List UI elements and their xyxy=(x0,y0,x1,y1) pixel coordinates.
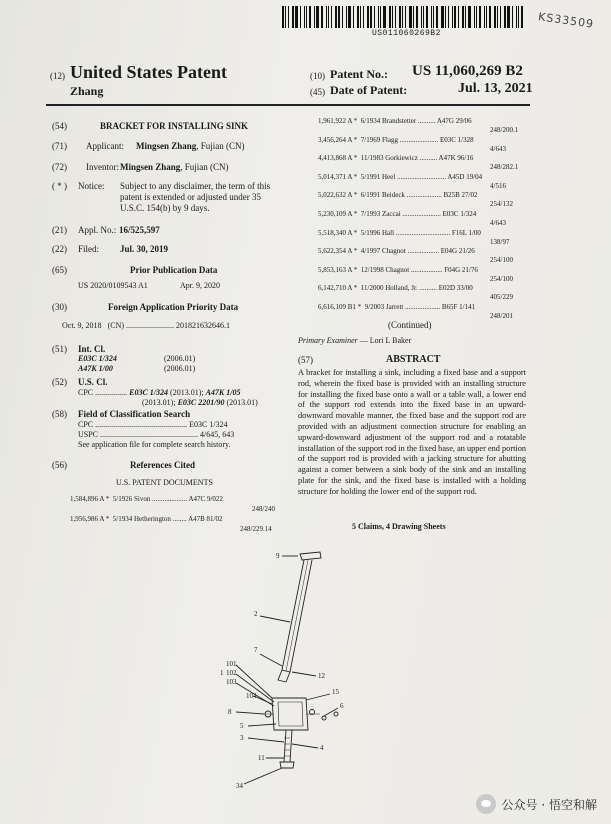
drawing-top-head xyxy=(300,552,321,560)
ref-row: 5,518,340 A * 5/1996 Hall ............................... F16L 1/00 xyxy=(318,228,481,237)
drawing-label: 6 xyxy=(340,702,344,710)
int-cl-2: A47K 1/00 xyxy=(78,364,113,373)
invention-title: BRACKET FOR INSTALLING SINK xyxy=(100,121,248,131)
barcode-bar xyxy=(479,6,481,28)
barcode-bar xyxy=(306,6,307,28)
barcode-bar xyxy=(405,6,406,28)
abstract-text: A bracket for installing a sink, including a fixed base and a support rod, wherein the fixed base is provided with an installing structure for installing the fixed base onto a wall or a table wall, a lower end of the support rod extends into the fixed base in an upward-downward movable manner, the fixed base and the support rod are provided with an adjustment connection structure for enabling an upward-downward adjustment of the support rod and a rotatable installation of the support rod in the fixed base, an upper end portion of the support rod is provided with a jacking structure for abutting against a corner between a sink body of the sink and an installing plate for the sink, and the fixed base is installed with a holding structure for holding the lower end of the support rod. xyxy=(298,368,526,496)
barcode-bar xyxy=(433,6,434,28)
appl-number: 16/525,597 xyxy=(119,225,160,235)
applicant-label: Applicant: xyxy=(86,141,124,151)
barcode-bar xyxy=(292,6,294,28)
barcode xyxy=(282,6,530,28)
barcode-bar xyxy=(494,6,496,28)
code-58: (58) xyxy=(52,409,67,419)
drawing-label: 103 xyxy=(226,678,237,686)
patent-drawing xyxy=(220,548,380,798)
barcode-bar xyxy=(304,6,305,28)
barcode-bar xyxy=(452,6,453,28)
patent-no-label: Patent No.: xyxy=(330,67,388,81)
date-label: Date of Patent: xyxy=(330,83,408,97)
barcode-bar xyxy=(395,6,396,28)
ref-row-cls2: 248/240 xyxy=(252,505,275,513)
claims-summary: 5 Claims, 4 Drawing Sheets xyxy=(352,522,446,531)
watermark-text: 公众号 · 悟空和解 xyxy=(501,797,597,812)
code-52: (52) xyxy=(52,377,67,387)
barcode-bar xyxy=(282,6,284,28)
code-10: (10) xyxy=(310,71,325,81)
us-cl-cpc: CPC ................ E03C 1/324 (2013.01); A47K 1/05 xyxy=(78,388,241,397)
barcode-bar xyxy=(399,6,401,28)
field-cpc: CPC .............................................. E03C 1/324 xyxy=(78,420,228,429)
continued-label: (Continued) xyxy=(388,320,432,330)
barcode-bar xyxy=(504,6,506,28)
inventor-label: Inventor: xyxy=(86,162,119,172)
primary-examiner: Primary Examiner — Lori L Baker xyxy=(298,336,412,345)
barcode-bar xyxy=(484,6,485,28)
code-71: (71) xyxy=(52,141,67,151)
barcode-bar xyxy=(516,6,517,28)
drawing-label: 9 xyxy=(276,552,280,560)
notice-line-2: patent is extended or adjusted under 35 xyxy=(120,192,261,202)
barcode-bar xyxy=(378,6,379,28)
barcode-bar xyxy=(288,6,289,28)
barcode-bar xyxy=(416,6,418,28)
notice-line-1: Subject to any disclaimer, the term of this xyxy=(120,181,271,191)
code-57: (57) xyxy=(298,355,313,365)
ref-row: 1,584,896 A * 5/1926 Sivon .................... A47C 9/022 xyxy=(70,495,223,503)
code-21: (21) xyxy=(52,225,67,235)
barcode-bar xyxy=(521,6,523,28)
drawing-label: 7 xyxy=(254,646,258,654)
ref-row-cls2: 254/100 xyxy=(490,274,513,283)
barcode-bar xyxy=(512,6,513,28)
drawing-label: 8 xyxy=(228,708,232,716)
barcode-bar xyxy=(348,6,351,28)
ref-row-cls2: 248/229.14 xyxy=(240,525,272,533)
barcode-bar xyxy=(402,6,403,28)
barcode-bar xyxy=(441,6,444,28)
barcode-bar xyxy=(321,6,323,28)
ref-row: 5,230,109 A * 7/1993 Zaccai ...................... E03C 1/324 xyxy=(318,210,477,218)
drawing-lower-rod xyxy=(284,730,292,762)
int-cl-title: Int. Cl. xyxy=(78,344,106,354)
barcode-bar xyxy=(335,6,337,28)
barcode-bar xyxy=(383,6,386,28)
filed-date: Jul. 30, 2019 xyxy=(120,244,169,254)
drawing-label: 11 xyxy=(258,754,265,762)
barcode-bar xyxy=(380,6,381,28)
barcode-bar xyxy=(518,6,519,28)
code-56: (56) xyxy=(52,460,67,470)
barcode-bar xyxy=(346,6,347,28)
barcode-bar xyxy=(507,6,510,28)
barcode-bar xyxy=(454,6,456,28)
field-uspc: USPC ................................................. 4/645, 643 xyxy=(78,430,235,439)
barcode-bar xyxy=(413,6,414,28)
refs-cited-title: References Cited xyxy=(130,460,196,470)
barcode-bar xyxy=(295,6,298,28)
barcode-bar xyxy=(300,6,301,28)
code-65: (65) xyxy=(52,265,67,275)
notice-line-3: U.S.C. 154(b) by 9 days. xyxy=(120,203,210,213)
barcode-bar xyxy=(426,6,428,28)
ref-row: 5,014,371 A * 5/1991 Heel ............................ A45D 19/04 xyxy=(318,172,483,181)
doc-type-title: United States Patent xyxy=(70,62,227,82)
ref-row-cls2: 248/200.1 xyxy=(490,126,519,134)
code-12: (12) xyxy=(50,71,65,81)
ref-row-cls2: 405/229 xyxy=(490,293,513,302)
barcode-bar xyxy=(431,6,432,28)
barcode-bar xyxy=(462,6,464,28)
drawing-label: 102 xyxy=(226,669,237,677)
barcode-bar xyxy=(500,6,501,28)
us-patent-docs-title: U.S. PATENT DOCUMENTS xyxy=(116,478,213,487)
ref-row: 6,616,109 B1 * 9/2003 Jarrett .................... B65F 1/141 xyxy=(318,303,476,311)
barcode-bar xyxy=(374,6,375,28)
barcode-bar xyxy=(357,6,359,28)
inventor-value: Mingsen Zhang, Fujian (CN) xyxy=(120,162,229,172)
barcode-bar xyxy=(392,6,393,28)
applicant-value: Mingsen Zhang, Fujian (CN) xyxy=(136,141,245,151)
barcode-text: US011060269B2 xyxy=(372,29,441,38)
ref-row-cls2: 4/516 xyxy=(490,181,506,190)
drawing-label: 3 xyxy=(240,734,244,742)
barcode-bar xyxy=(353,6,354,28)
ref-row: 1,956,986 A * 5/1934 Hetherington ........ A47B 81/02 xyxy=(70,515,223,523)
inventor-short: Zhang xyxy=(70,84,104,98)
barcode-bar xyxy=(497,6,498,28)
prior-pub-date: Apr. 9, 2020 xyxy=(180,281,220,290)
us-cl-title: U.S. Cl. xyxy=(78,377,108,387)
ref-row-cls2: 248/201 xyxy=(490,312,513,320)
drawing-label: 101 xyxy=(226,660,237,668)
ref-row-cls2: 254/132 xyxy=(490,200,513,209)
barcode-bar xyxy=(342,6,343,28)
ref-row-cls2: 248/282.1 xyxy=(490,163,519,172)
field-note: See application file for complete search history. xyxy=(78,440,231,449)
barcode-bar xyxy=(338,6,340,28)
code-54: (54) xyxy=(52,121,67,131)
foreign-priority-title: Foreign Application Priority Data xyxy=(108,302,239,312)
foreign-priority-entry: Oct. 9, 2018 (CN) ........................ 201821632646.1 xyxy=(62,321,231,330)
barcode-bar xyxy=(331,6,332,28)
ref-row-cls2: 4/643 xyxy=(490,219,506,227)
code-30: (30) xyxy=(52,302,67,312)
header-rule xyxy=(46,104,530,106)
barcode-bar xyxy=(476,6,477,28)
barcode-bar xyxy=(367,6,369,28)
barcode-bar xyxy=(458,6,459,28)
prior-pub-title: Prior Publication Data xyxy=(130,265,218,275)
barcode-bar xyxy=(328,6,329,28)
barcode-bar xyxy=(486,6,487,28)
ref-row: 4,413,868 A * 11/1983 Gorkiewicz .......... A47K 96/16 xyxy=(318,154,474,163)
code-45: (45) xyxy=(310,87,325,97)
field-search-title: Field of Classification Search xyxy=(78,409,191,419)
barcode-bar xyxy=(448,6,449,28)
wechat-icon xyxy=(476,794,496,814)
barcode-bar xyxy=(326,6,327,28)
barcode-bar xyxy=(436,6,438,28)
ref-row-cls2: 4/643 xyxy=(490,144,506,153)
ref-row: 1,961,922 A * 6/1934 Brandstetter .......... A47G 29/06 xyxy=(318,117,472,125)
handwritten-note: KS33509 xyxy=(537,10,595,31)
drawing-label: 4 xyxy=(320,744,324,752)
barcode-bar xyxy=(389,6,391,28)
ref-row: 6,142,710 A * 11/2000 Holland, Jr. .......... E02D 33/00 xyxy=(318,284,473,293)
barcode-bar xyxy=(421,6,422,28)
code-51: (51) xyxy=(52,344,67,354)
ref-row: 3,456,264 A * 7/1969 Flagg ...................... E03C 1/328 xyxy=(318,135,474,144)
drawing-label: 2 xyxy=(254,610,258,618)
int-cl-1-year: (2006.01) xyxy=(164,354,196,363)
barcode-bar xyxy=(468,6,471,28)
barcode-bar xyxy=(489,6,491,28)
barcode-bar xyxy=(285,6,286,28)
drawing-label: 15 xyxy=(332,688,339,696)
barcode-bar xyxy=(423,6,424,28)
drawing-label: 1 xyxy=(220,669,224,677)
code-72: (72) xyxy=(52,162,67,172)
us-cl-cpc-line2: (2013.01); E03C 2201/90 (2013.01) xyxy=(142,398,258,407)
barcode-bar xyxy=(445,6,446,28)
barcode-bar xyxy=(370,6,372,28)
code-22: (22) xyxy=(52,244,67,254)
filed-label: Filed: xyxy=(78,244,100,254)
barcode-bar xyxy=(409,6,412,28)
ref-row-cls2: 254/100 xyxy=(490,256,513,265)
barcode-bar xyxy=(316,6,319,28)
barcode-bar xyxy=(465,6,466,28)
int-cl-1: E03C 1/324 xyxy=(78,354,117,363)
code-notice: ( * ) xyxy=(52,181,67,191)
ref-row: 5,022,632 A * 6/1991 Beideck .................... B25B 27/02 xyxy=(318,191,478,200)
ref-row: 5,622,354 A * 4/1997 Chagnot .................. E04G 21/26 xyxy=(318,247,475,256)
drawing-label: 12 xyxy=(318,672,325,680)
abstract-title: ABSTRACT xyxy=(386,354,441,365)
watermark xyxy=(476,794,597,814)
patent-number: US 11,060,269 B2 xyxy=(412,63,523,79)
ref-row: 5,853,163 A * 12/1998 Chagnot .................. F04G 21/76 xyxy=(318,265,478,274)
barcode-bar xyxy=(314,6,315,28)
int-cl-2-year: (2006.01) xyxy=(164,364,196,373)
drawing-label: 34 xyxy=(236,782,243,790)
barcode-bar xyxy=(474,6,475,28)
patent-date: Jul. 13, 2021 xyxy=(458,81,533,96)
drawing-label: 104 xyxy=(246,692,257,700)
barcode-bar xyxy=(309,6,311,28)
barcode-bar xyxy=(363,6,364,28)
barcode-bar xyxy=(360,6,361,28)
notice-label: Notice: xyxy=(78,181,105,191)
prior-pub-number: US 2020/0109543 A1 xyxy=(78,281,148,290)
drawing-label: 5 xyxy=(240,722,244,730)
ref-row-cls2: 138/97 xyxy=(490,237,510,246)
appl-label: Appl. No.: xyxy=(78,225,117,235)
